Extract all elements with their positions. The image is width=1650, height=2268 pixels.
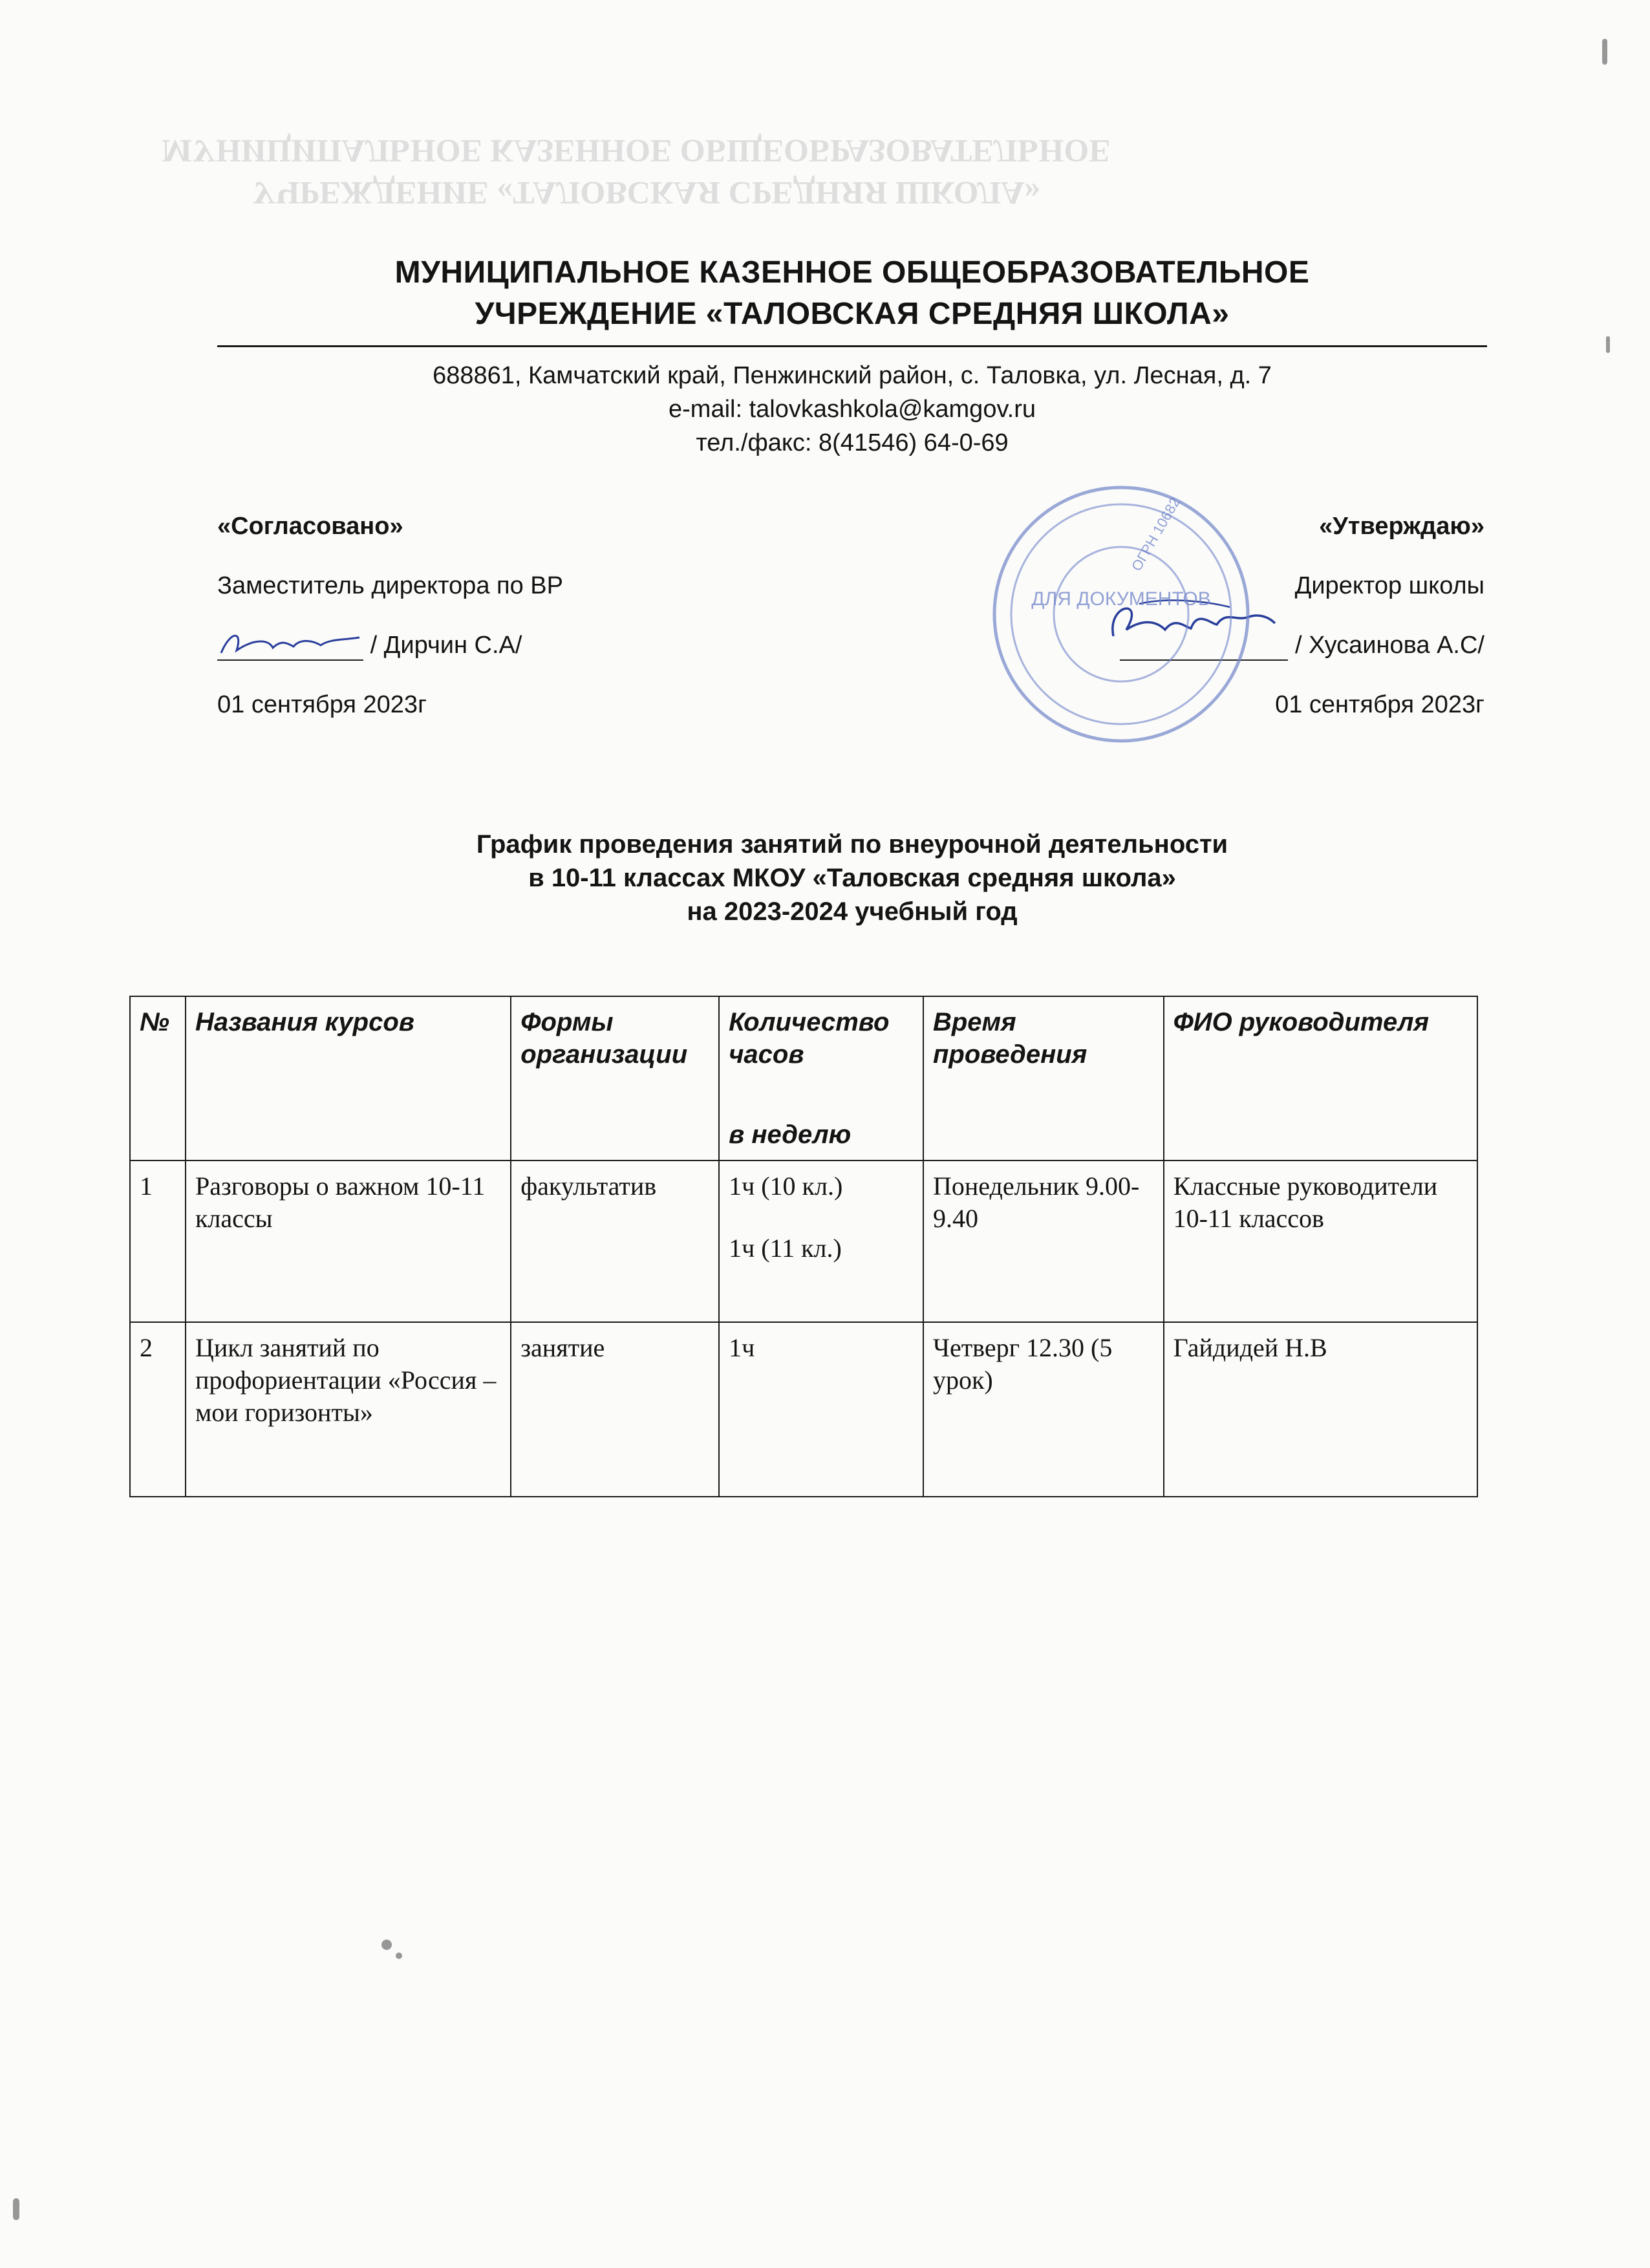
row-course: Разговоры о важном 10-11 классы	[186, 1161, 511, 1322]
header-leader: ФИО руководителя	[1164, 996, 1477, 1161]
row-leader: Гайдидей Н.В	[1164, 1322, 1477, 1497]
letterhead	[217, 252, 1487, 460]
bleed-through-line-1: МУНИЦИПАЛЬНОЕ КАЗЕННОЕ ОБЩЕОБРАЗОВАТЕЛЬНОЕ	[162, 133, 1111, 169]
bleed-through-line-2: УЧРЕЖДЕНИЕ «ТАЛОВСКАЯ СРЕДНЯЯ ШКОЛА»	[252, 175, 1041, 211]
row-hours	[719, 1161, 923, 1322]
address: 688861, Камчатский край, Пенжинский район, с. Таловка, ул. Лесная, д. 7	[433, 362, 1272, 389]
row-form: занятие	[511, 1322, 719, 1497]
school-stamp	[985, 478, 1257, 750]
approval-section	[0, 504, 1650, 776]
stamp-inner-text: ДЛЯ ДОКУМЕНТОВ	[1031, 588, 1211, 610]
scan-speck	[381, 1940, 392, 1950]
approved-position: Директор школы	[1294, 572, 1484, 599]
title-line-1: График проведения занятий по внеурочной деятельности	[476, 830, 1228, 859]
scan-speck	[1606, 336, 1610, 353]
header-course: Названия курсов	[186, 996, 511, 1161]
document-title	[217, 828, 1487, 928]
stamp-ogrn: ОГРН 10682	[1128, 495, 1184, 574]
approved-date: 01 сентября 2023г	[1275, 691, 1484, 718]
scan-speck	[13, 2198, 19, 2220]
signature-icon	[217, 625, 363, 663]
header-hours	[719, 996, 923, 1161]
agreed-signature	[217, 630, 363, 661]
agreed-block	[217, 511, 563, 720]
title-line-2: в 10-11 классах МКОУ «Таловская средняя школа»	[528, 864, 1176, 892]
agreed-date: 01 сентября 2023г	[217, 691, 427, 718]
row-form: факультатив	[511, 1161, 719, 1322]
header-hours-sub: в неделю	[729, 1120, 852, 1149]
agreed-signature-row	[217, 630, 563, 661]
row-num: 1	[130, 1161, 186, 1322]
approved-name: / Хусаинова А.С/	[1294, 632, 1484, 659]
header-divider	[217, 345, 1487, 347]
row-hours-b: 1ч (11 кл.)	[729, 1234, 842, 1263]
scan-speck	[1602, 39, 1607, 65]
row-course: Цикл занятий по профориентации «Россия – мои горизонты»	[186, 1322, 511, 1497]
agreed-name: / Дирчин С.А/	[370, 632, 522, 659]
scan-speck	[396, 1952, 402, 1959]
row-num: 2	[130, 1322, 186, 1497]
row-time: Четверг 12.30 (5 урок)	[923, 1322, 1164, 1497]
table-header-row	[130, 996, 1477, 1161]
table-row	[130, 1322, 1477, 1497]
header-hours-label: Количество часов	[729, 1008, 890, 1069]
school-name-line-2: УЧРЕЖДЕНИЕ «ТАЛОВСКАЯ СРЕДНЯЯ ШКОЛА»	[475, 297, 1230, 331]
schedule-table	[129, 996, 1478, 1497]
row-time: Понедельник 9.00-9.40	[923, 1161, 1164, 1322]
agreed-heading: «Согласовано»	[217, 513, 403, 540]
phone: тел./факс: 8(41546) 64-0-69	[696, 429, 1009, 456]
agreed-position: Заместитель директора по ВР	[217, 572, 563, 599]
row-leader: Классные руководители 10-11 классов	[1164, 1161, 1477, 1322]
title-line-3: на 2023-2024 учебный год	[687, 897, 1018, 926]
row-hours: 1ч	[719, 1322, 923, 1497]
school-name-line-1: МУНИЦИПАЛЬНОЕ КАЗЕННОЕ ОБЩЕОБРАЗОВАТЕЛЬНОЕ	[394, 255, 1310, 290]
email: e-mail: talovkashkola@kamgov.ru	[669, 396, 1036, 423]
row-hours-a: 1ч (10 кл.)	[729, 1171, 843, 1201]
header-num: №	[130, 996, 186, 1161]
header-time: Время проведения	[923, 996, 1164, 1161]
table-row	[130, 1161, 1477, 1322]
header-form: Формы организации	[511, 996, 719, 1161]
approved-heading: «Утверждаю»	[1319, 513, 1484, 540]
